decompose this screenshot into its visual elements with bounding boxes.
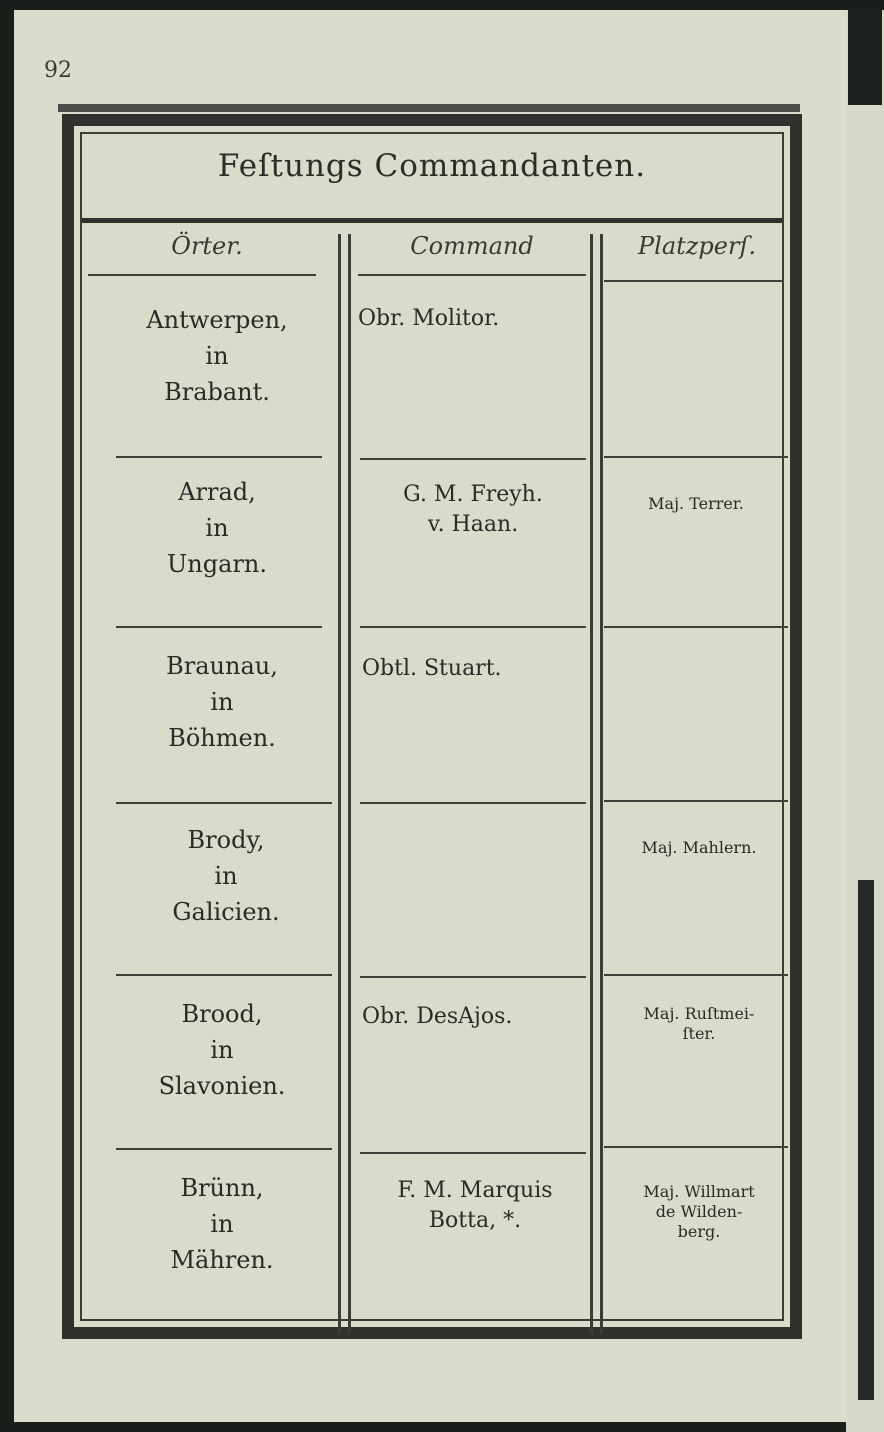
row-separator xyxy=(116,802,332,804)
header-rule xyxy=(58,104,800,112)
table-inner-border xyxy=(80,132,784,1321)
row-separator xyxy=(604,626,788,628)
place-name: Braunau, xyxy=(166,652,278,680)
platz-name: Maj. Willmart xyxy=(643,1182,755,1201)
platz-name: Maj. Ruſtmei- xyxy=(643,1004,755,1023)
platz-name-cont: ſter. xyxy=(682,1024,716,1043)
header-underline-command xyxy=(358,274,586,276)
page-edge-shadow-lower xyxy=(858,880,874,1400)
command-name: F. M. Marquis xyxy=(397,1178,553,1203)
column-separator-1b xyxy=(348,234,351,1334)
column-separator-2b xyxy=(600,234,603,1334)
platz-name: Maj. Terrer. xyxy=(648,494,744,513)
table-frame xyxy=(62,114,802,1339)
platz-name-cont: de Wilden- xyxy=(655,1202,743,1221)
place-preposition: in xyxy=(210,688,234,716)
row-separator xyxy=(116,626,322,628)
place-name: Brody, xyxy=(187,826,265,854)
row-separator xyxy=(604,1146,788,1148)
row-command xyxy=(358,304,588,334)
row-platz xyxy=(604,838,794,858)
place-preposition: in xyxy=(205,514,229,542)
place-preposition: in xyxy=(214,862,238,890)
place-region: Böhmen. xyxy=(168,724,276,752)
column-separator-2 xyxy=(590,234,593,1334)
row-command xyxy=(360,1176,590,1236)
row-separator xyxy=(116,456,322,458)
row-place xyxy=(112,1170,332,1278)
row-place xyxy=(112,302,322,410)
column-header-orte: Örter. xyxy=(171,232,243,260)
row-command xyxy=(358,480,588,540)
row-separator xyxy=(360,626,586,628)
place-region: Slavonien. xyxy=(158,1072,286,1100)
command-name: G. M. Freyh. xyxy=(403,482,543,507)
column-separator-1 xyxy=(338,234,341,1334)
row-place xyxy=(112,648,332,756)
header-underline-platz xyxy=(604,280,784,282)
header-underline-orte xyxy=(88,274,316,276)
row-separator xyxy=(604,456,788,458)
row-separator xyxy=(116,974,332,976)
place-name: Brood, xyxy=(181,1000,263,1028)
row-command xyxy=(362,1002,592,1032)
row-platz xyxy=(604,494,788,514)
place-name: Antwerpen, xyxy=(146,306,288,334)
row-separator xyxy=(360,458,586,460)
title-rule xyxy=(82,218,782,223)
command-name: Obr. DesAjos. xyxy=(362,1004,513,1029)
column-header-platz: Platzperſ. xyxy=(638,232,756,260)
platz-name-cont2: berg. xyxy=(677,1222,721,1241)
place-preposition: in xyxy=(205,342,229,370)
command-name: Obtl. Stuart. xyxy=(362,656,502,681)
row-separator xyxy=(360,802,586,804)
place-preposition: in xyxy=(210,1036,234,1064)
row-separator xyxy=(360,976,586,978)
row-separator xyxy=(604,800,788,802)
row-separator xyxy=(604,974,788,976)
row-command xyxy=(362,654,588,684)
adjacent-page-edge xyxy=(846,10,884,1432)
row-place xyxy=(112,474,322,582)
row-platz xyxy=(604,1182,794,1242)
page-title: Feſtungs Commandanten. xyxy=(217,148,647,184)
command-name-cont: v. Haan. xyxy=(427,512,519,537)
column-header-command: Command xyxy=(410,232,534,260)
command-name-cont: Botta, *. xyxy=(428,1208,522,1233)
row-separator xyxy=(116,1148,332,1150)
place-preposition: in xyxy=(210,1210,234,1238)
place-region: Ungarn. xyxy=(167,550,267,578)
row-place xyxy=(116,822,336,930)
place-region: Galicien. xyxy=(172,898,280,926)
page-number: 92 xyxy=(44,58,72,83)
row-platz xyxy=(604,1004,794,1044)
row-place xyxy=(112,996,332,1104)
page-edge-shadow xyxy=(848,10,882,105)
place-region: Brabant. xyxy=(164,378,270,406)
place-name: Brünn, xyxy=(180,1174,264,1202)
command-name: Obr. Molitor. xyxy=(358,306,500,331)
platz-name: Maj. Mahlern. xyxy=(641,838,757,857)
place-region: Mähren. xyxy=(170,1246,274,1274)
place-name: Arrad, xyxy=(178,478,256,506)
row-separator xyxy=(360,1152,586,1154)
